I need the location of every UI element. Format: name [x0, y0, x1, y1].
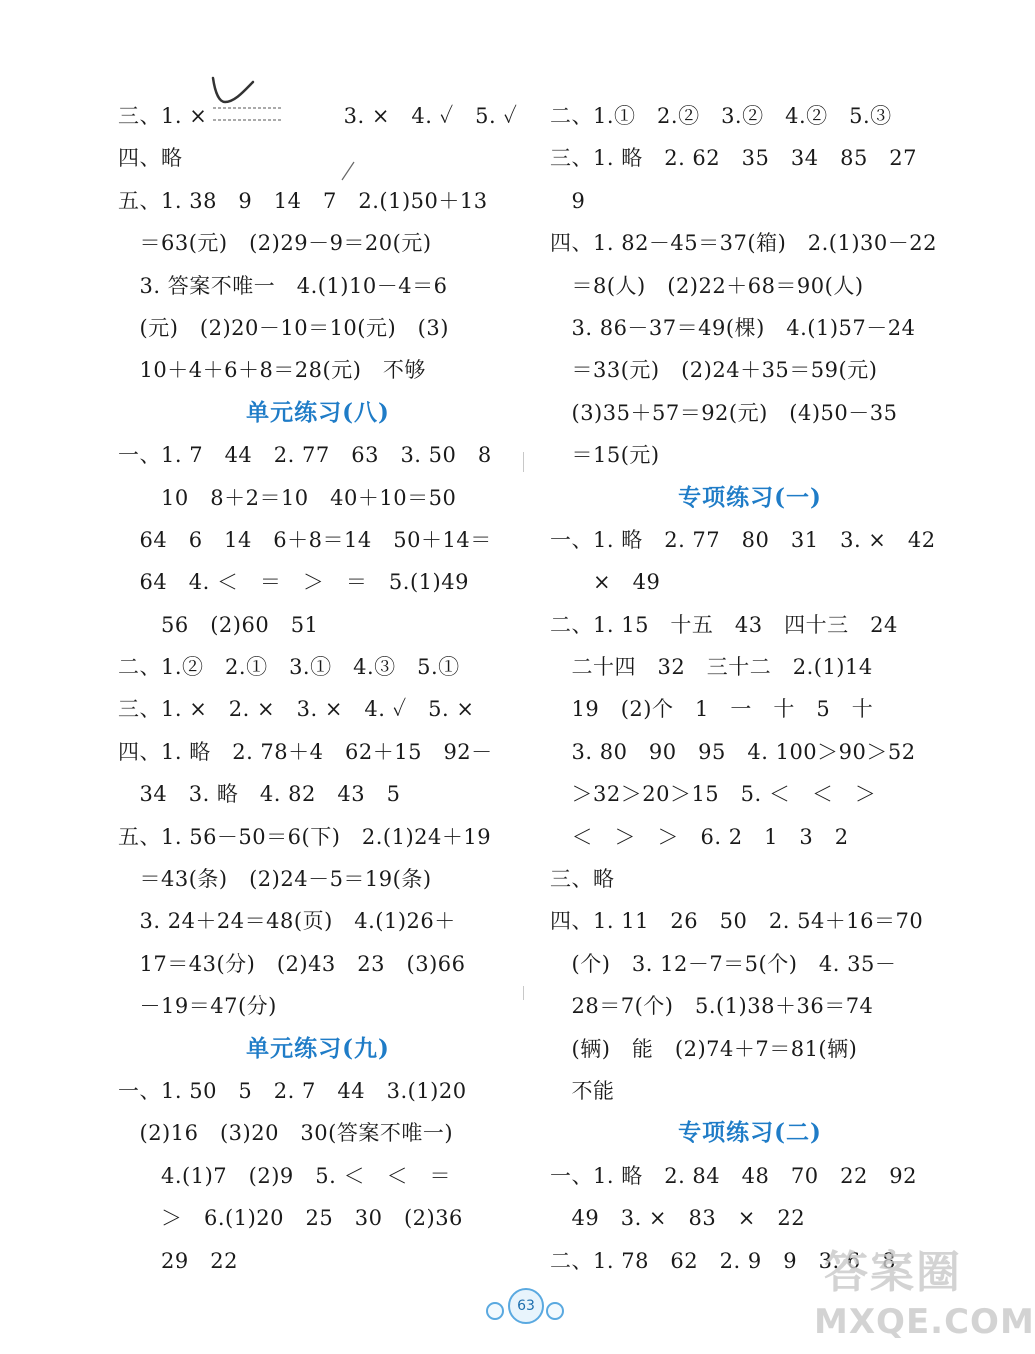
- answer-line: 三、1. × 3. × 4. ✓ 5. ✓: [118, 104, 518, 128]
- answer-line: 19 (2)个 1 一 十 5 十: [550, 697, 874, 722]
- column-divider: [523, 986, 524, 1000]
- right-column: [550, 95, 950, 1282]
- answer-line: 二、1.② 2.① 3.① 4.③ 5.①: [118, 655, 460, 680]
- decor-bubble: [486, 1302, 504, 1320]
- answer-line: ＞32＞20＞15 5. ＜ ＜ ＞: [550, 782, 877, 807]
- answer-line: 不能: [550, 1078, 615, 1103]
- decor-bubble: [546, 1302, 564, 1320]
- answer-line: × 49: [550, 570, 661, 595]
- answer-line: (个) 3. 12－7＝5(个) 4. 35－: [550, 951, 897, 976]
- answer-line: 四、1. 略 2. 78＋4 62＋15 92－: [118, 739, 493, 764]
- page-number: 63: [508, 1288, 544, 1324]
- answer-line: 56 (2)60 51: [118, 612, 319, 637]
- answer-line: 三、略: [550, 867, 615, 892]
- answer-line: 3. 86－37＝49(棵) 4.(1)57－24: [550, 315, 916, 340]
- answer-line: ＝33(元) (2)24＋35＝59(元): [550, 358, 878, 383]
- answer-line: 9: [550, 188, 586, 213]
- answer-line: (元) (2)20－10＝10(元) (3): [118, 315, 449, 340]
- answer-line: －19＝47(分): [118, 994, 277, 1019]
- answer-line: ＝63(元) (2)29－9＝20(元): [118, 231, 432, 256]
- answer-line: 一、1. 7 44 2. 77 63 3. 50 8: [118, 443, 492, 468]
- answer-line: (3)35＋57＝92(元) (4)50－35: [550, 400, 898, 425]
- answer-line: 二、1. 15 十五 43 四十三 24: [550, 612, 898, 637]
- section-heading: 单元练习(九): [246, 1034, 390, 1062]
- answer-line: 一、1. 50 5 2. 7 44 3.(1)20: [118, 1078, 467, 1103]
- column-divider: [523, 452, 524, 472]
- answer-line: 34 3. 略 4. 82 43 5: [118, 782, 401, 807]
- answer-line: 四、1. 11 26 50 2. 54＋16＝70: [550, 909, 924, 934]
- answer-line: 64 4. ＜ ＝ ＞ ＝ 5.(1)49: [118, 570, 469, 595]
- handwritten-scribble: [205, 72, 315, 132]
- answer-line: 三、1. 略 2. 62 35 34 85 27: [550, 146, 918, 171]
- answer-line: ＝8(人) (2)22＋68＝90(人): [550, 273, 864, 298]
- answer-line: 二、1. 78 62 2. 9 9 3. 6 8: [550, 1248, 897, 1273]
- answer-line: (辆) 能 (2)74＋7＝81(辆): [550, 1036, 858, 1061]
- answer-line: 五、1. 38 9 14 7 2.(1)50＋13: [118, 188, 488, 213]
- answer-line: 28＝7(个) 5.(1)38＋36＝74: [550, 994, 874, 1019]
- section-heading: 单元练习(八): [246, 398, 390, 426]
- answer-line: 29 22: [118, 1248, 238, 1273]
- page-number-badge: [480, 1284, 570, 1324]
- answer-line: 4.(1)7 (2)9 5. ＜ ＜ ＝: [118, 1163, 451, 1188]
- answer-line: 一、1. 略 2. 84 48 70 22 92: [550, 1163, 918, 1188]
- answer-line: 3. 24＋24＝48(页) 4.(1)26＋: [118, 909, 456, 934]
- answer-line: 10 8＋2＝10 40＋10＝50: [118, 485, 457, 510]
- answer-line: ＝43(条) (2)24－5＝19(条): [118, 867, 432, 892]
- answer-line: 四、1. 82－45＝37(箱) 2.(1)30－22: [550, 231, 937, 256]
- answer-line: 49 3. × 83 × 22: [550, 1206, 806, 1231]
- pen-mark: [338, 160, 358, 184]
- answer-line: 17＝43(分) (2)43 23 (3)66: [118, 951, 466, 976]
- answer-line: (2)16 (3)20 30(答案不唯一): [118, 1121, 454, 1146]
- answer-line: 五、1. 56－50＝6(下) 2.(1)24＋19: [118, 824, 492, 849]
- answer-line: 二、1.① 2.② 3.② 4.② 5.③: [550, 104, 892, 128]
- answer-line: 二十四 32 三十二 2.(1)14: [550, 655, 873, 680]
- answer-line: ＜ ＞ ＞ 6. 2 1 3 2: [550, 824, 849, 849]
- answer-line: 10＋4＋6＋8＝28(元) 不够: [118, 358, 426, 383]
- section-heading: 专项练习(一): [678, 483, 822, 511]
- watermark-logo-text: 答案圈: [824, 1247, 962, 1298]
- section-heading: 专项练习(二): [678, 1119, 822, 1147]
- site-watermark: [800, 1236, 1035, 1354]
- watermark-url: MXQE.COM: [814, 1302, 1035, 1342]
- answer-line: 一、1. 略 2. 77 80 31 3. × 42: [550, 527, 936, 552]
- answer-line: 四、略: [118, 146, 183, 171]
- left-column: [118, 95, 518, 1282]
- answer-line: 64 6 14 6＋8＝14 50＋14＝: [118, 527, 492, 552]
- answer-line: 3. 80 90 95 4. 100＞90＞52: [550, 739, 916, 764]
- answer-line: 3. 答案不唯一 4.(1)10－4＝6: [118, 273, 448, 298]
- answer-line: 三、1. × 2. × 3. × 4. ✓ 5. ×: [118, 697, 475, 722]
- answer-line: ＞ 6.(1)20 25 30 (2)36: [118, 1206, 463, 1231]
- answer-line: ＝15(元): [550, 443, 660, 468]
